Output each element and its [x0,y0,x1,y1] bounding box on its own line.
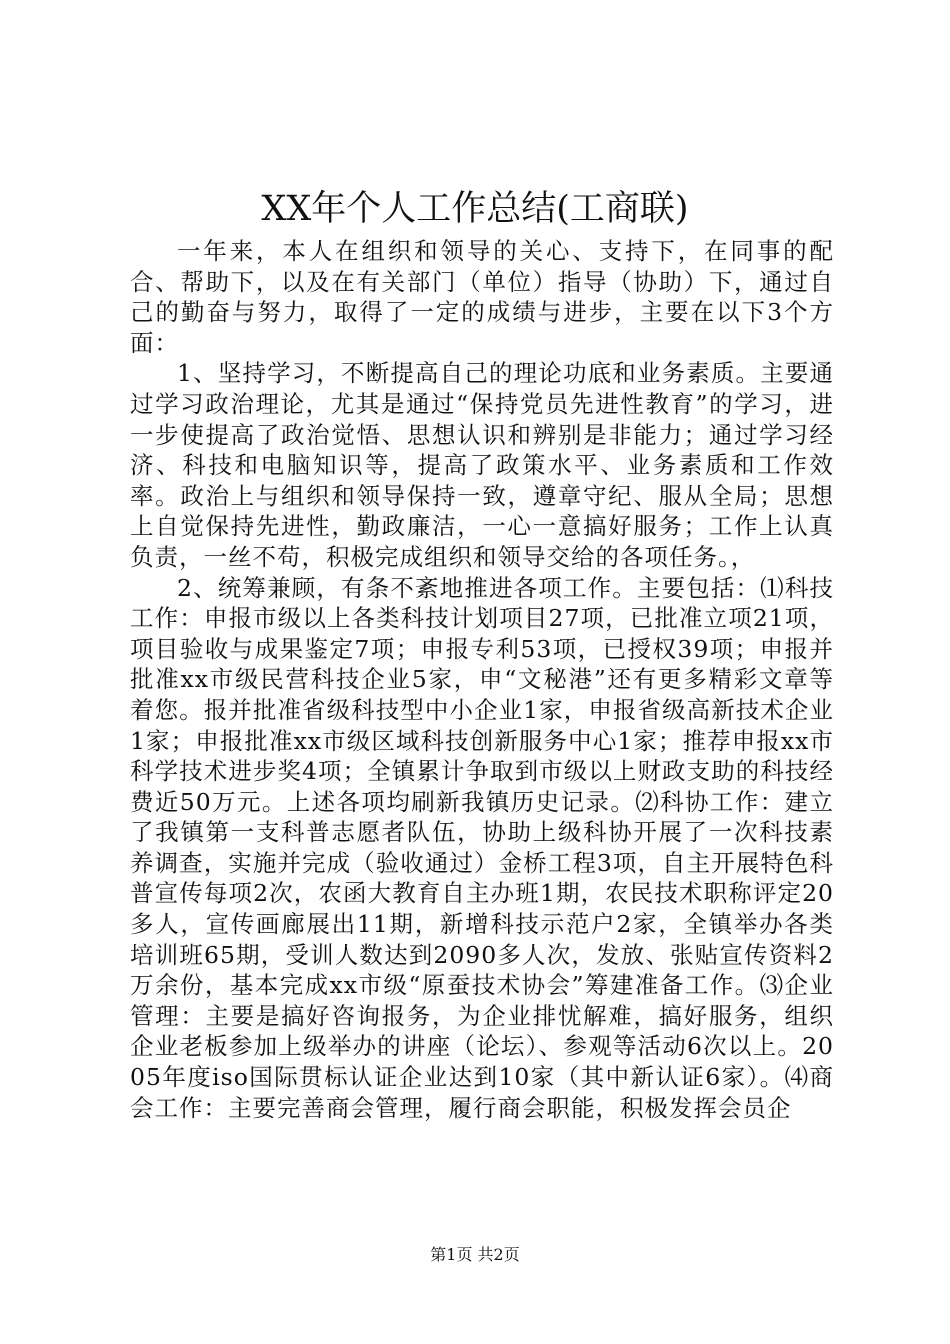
page-number: 第1页 共2页 [430,1245,520,1264]
paragraph-intro: 一年来，本人在组织和领导的关心、支持下，在同事的配合、帮助下，以及在有关部门（单位）指导（协助）下，通过自己的勤奋与努力，取得了一定的成绩与进步，主要在以下3个方面： [130,237,834,357]
paragraph-work: 2、统筹兼顾，有条不紊地推进各项工作。主要包括：⑴科技工作：申报市级以上各类科技计划项目27项，已批准立项21项，项目验收与成果鉴定7项；申报专利53项，已授权39项；申报并批准xx市级民营科技企业5家，申“文秘港”还有更多精彩文章等着您。报并批准省级科技型中小企业1家，申报省级高新技术企业1家；申报批准xx市级区域科技创新服务中心1家；推荐申报xx市科学技术进步奖4项；全镇累计争取到市级以上财政支助的科技经费近50万元。上述各项均刷新我镇历史记录。⑵科协工作：建立了我镇第一支科普志愿者队伍，协助上级科协开展了一次科技素养调查，实施并完成（验收通过）金桥工程3项，自主开展特色科普宣传每项2次，农函大教育自主办班1期，农民技术职称评定20多人，宣传画廊展出11期，新增科技示范户2家，全镇举办各类培训班65期，受训人数达到2090多人次，发放、张贴宣传资料2万余份，基本完成xx市级“原蚕技术协会”筹建准备工作。⑶企业管理：主要是搞好咨询报务，为企业排忧解难，搞好服务，组织企业老板参加上级举办的讲座（论坛）、参观等活动6次以上。2005年度iso国际贯标认证企业达到10家（其中新认证6家）。⑷商会工作：主要完善商会管理，履行商会职能，积极发挥会员企 [130,573,834,1122]
document-body [130,236,834,1123]
paragraph-study: 1、坚持学习，不断提高自己的理论功底和业务素质。主要通过学习政治理论，尤其是通过“保持党员先进性教育”的学习，进一步使提高了政治觉悟、思想认识和辨别是非能力；通过学习经济、科技和电脑知识等，提高了政策水平、业务素质和工作效率。政治上与组织和领导保持一致，遵章守纪、服从全局；思想上自觉保持先进性，勤政廉洁，一心一意搞好服务；工作上认真负责，一丝不苟，积极完成组织和领导交给的各项任务。， [130,359,834,571]
document-title: XX年个人工作总结(工商联) [261,189,689,229]
